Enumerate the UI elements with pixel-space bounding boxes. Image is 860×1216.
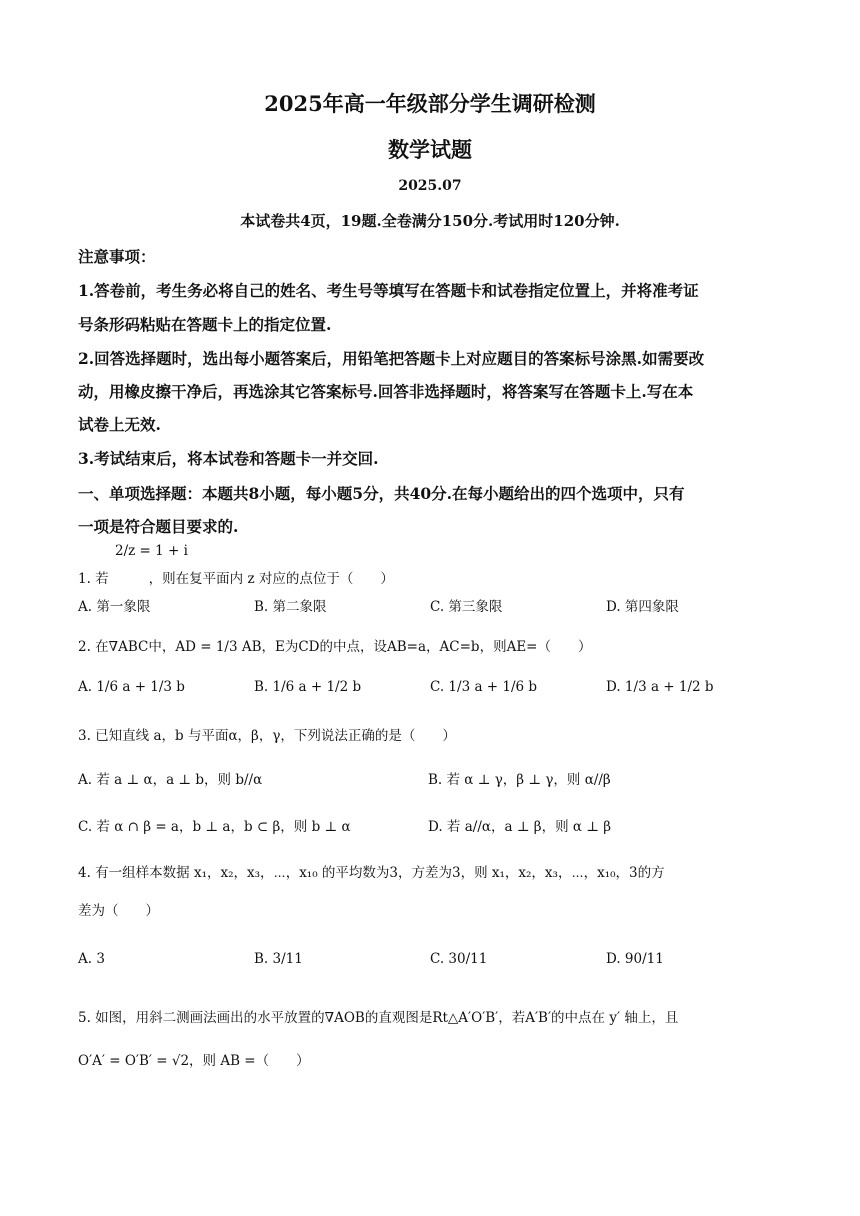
q1-option-c: C. 第三象限 — [430, 599, 503, 615]
notice-line-1a: 1.答卷前，考生务必将自己的姓名、考生号等填写在答题卡和试卷指定位置上，并将准考证 — [78, 281, 699, 300]
q4-option-c: C. 30/11 — [430, 951, 488, 967]
notice-line-2b: 动，用橡皮擦干净后，再选涂其它答案标号.回答非选择题时，将答案写在答题卡上.写在本 — [78, 382, 694, 401]
q1-option-b: B. 第二象限 — [254, 599, 327, 615]
q3-option-b: B. 若 α ⊥ γ，β ⊥ γ，则 α//β — [428, 772, 611, 788]
q4-option-d: D. 90/11 — [606, 951, 664, 967]
exam-title: 2025年高一年级部分学生调研检测 — [264, 91, 596, 116]
q1-option-d: D. 第四象限 — [606, 599, 679, 615]
notice-line-1b: 号条形码粘贴在答题卡上的指定位置. — [78, 315, 332, 334]
q3-option-c: C. 若 α ∩ β = a，b ⊥ a，b ⊂ β，则 b ⊥ α — [78, 819, 351, 835]
q3-option-d: D. 若 a//α，a ⊥ β，则 α ⊥ β — [428, 819, 612, 835]
q1-prefix: 1. 若 — [78, 571, 109, 587]
q1-stem — [78, 567, 394, 587]
q2-stem: 2. 在∇ABC中，AD = 1/3 AB，E为CD的中点，设AB=a，AC=b，则AE=（ ） — [78, 639, 592, 655]
exam-intro: 本试卷共4页，19题.全卷满分150分.考试用时120分钟. — [240, 212, 620, 230]
notice-line-3: 3.考试结束后，将本试卷和答题卡一并交回. — [78, 449, 379, 468]
notice-heading: 注意事项： — [78, 247, 156, 266]
q3-option-a: A. 若 a ⊥ α，a ⊥ b，则 b//α — [78, 772, 263, 788]
q1-option-a: A. 第一象限 — [78, 599, 151, 615]
q2-option-a: A. 1/6 a + 1/3 b — [78, 679, 185, 695]
section-heading-line-1: 一、单项选择题：本题共8小题，每小题5分，共40分.在每小题给出的四个选项中，只有 — [78, 484, 685, 503]
q3-stem: 3. 已知直线 a，b 与平面α，β，γ，下列说法正确的是（ ） — [78, 728, 456, 744]
exam-subtitle: 数学试题 — [388, 137, 472, 162]
q1-suffix: ，则在复平面内 z 对应的点位于（ ） — [148, 571, 394, 587]
section-heading-line-2: 一项是符合题目要求的. — [78, 517, 239, 536]
q4-option-b: B. 3/11 — [254, 951, 303, 967]
q4-option-a: A. 3 — [78, 951, 105, 967]
q4-stem-line-2: 差为（ ） — [78, 903, 159, 919]
q5-stem-line-1: 5. 如图，用斜二测画法画出的水平放置的∇AOB的直观图是Rt△A′O′B′，若A′B′的中点在 y′ 轴上，且 — [78, 1010, 679, 1026]
q4-stem-line-1: 4. 有一组样本数据 x₁，x₂，x₃，⋯，x₁₀ 的平均数为3，方差为3，则 x₁，x₂，x₃，⋯，x₁₀，3的方 — [78, 865, 665, 881]
q2-option-b: B. 1/6 a + 1/2 b — [254, 679, 362, 695]
notice-line-2a: 2.回答选择题时，选出每小题答案后，用铅笔把答题卡上对应题目的答案标号涂黑.如需要改 — [78, 349, 705, 368]
q2-option-d: D. 1/3 a + 1/2 b — [606, 679, 714, 695]
exam-date: 2025.07 — [398, 178, 462, 194]
q5-stem-line-2: O′A′ = O′B′ = √2，则 AB =（ ） — [78, 1053, 310, 1069]
notice-line-2c: 试卷上无效. — [78, 415, 161, 434]
q1-formula: 2/z = 1 + i — [115, 543, 188, 559]
q2-option-c: C. 1/3 a + 1/6 b — [430, 679, 538, 695]
